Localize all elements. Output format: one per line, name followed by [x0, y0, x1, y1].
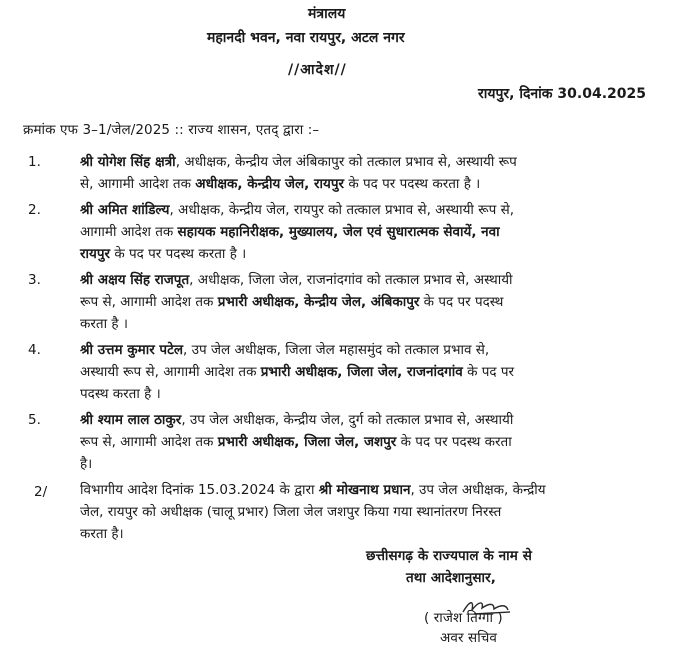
item-number: 3. [28, 272, 41, 288]
item-2-line-1 [80, 200, 514, 218]
item-3-line-2 [80, 292, 503, 310]
item-text: , उप जेल अधीक्षक, केन्द्रीय जेल, दुर्ग को तत्काल प्रभाव से, अस्थायी [181, 412, 514, 428]
ministry-address: महानदी भवन, नवा रायपुर, अटल नगर [207, 30, 405, 46]
item-text: आगामी आदेश तक [80, 224, 178, 240]
item-3-line-3 [80, 314, 128, 332]
item-number: 2. [28, 202, 41, 218]
item-5-line-1 [80, 410, 513, 428]
place-and-date: रायपुर, दिनांक 30.04.2025 [478, 86, 646, 102]
new-post: अधीक्षक, केन्द्रीय जेल, रायपुर [195, 176, 345, 192]
order-authority-line: तथा आदेशानुसार, [406, 570, 496, 586]
item-text: करता है । [80, 316, 128, 332]
item-number: 4. [28, 342, 41, 358]
item-number: 1. [28, 154, 41, 170]
item-text: के पद पर पदस्थ करता है । [344, 176, 481, 192]
officer-name: श्री श्याम लाल ठाकुर [80, 412, 182, 428]
item-text: रूप से, आगामी आदेश तक [80, 434, 218, 450]
item-3-line-1 [80, 270, 513, 288]
signatory-designation: अवर सचिव [440, 630, 498, 646]
para-2-line-3: करता है। [80, 526, 124, 542]
para-text: , उप जेल अधीक्षक, केन्द्रीय [410, 482, 546, 498]
officer-name: श्री अमित शांडिल्य [80, 202, 170, 218]
item-4-line-3 [80, 384, 161, 402]
ministry-heading: मंत्रालय [308, 6, 346, 22]
item-text: रूप से, आगामी आदेश तक [80, 294, 218, 310]
order-reference: क्रमांक एफ 3–1/जेल/2025 :: राज्य शासन, एतद् द्वारा :– [23, 122, 320, 138]
item-4-line-1 [80, 340, 489, 358]
para-2-line-2: जेल, रायपुर को अधीक्षक (चालू प्रभार) जिला जेल जशपुर किया गया स्थानांतरण निरस्त [80, 504, 502, 520]
item-text: , अधीक्षक, केन्द्रीय जेल अंबिकापुर को तत्काल प्रभाव से, अस्थायी रूप [175, 154, 517, 170]
item-text: पदस्थ करता है । [80, 386, 161, 402]
item-2-line-2 [80, 222, 500, 240]
officer-name: श्री मोखनाथ प्रधान [318, 482, 411, 498]
para-text: विभागीय आदेश दिनांक 15.03.2024 के द्वारा [80, 482, 319, 498]
item-2-line-3 [80, 244, 246, 262]
signatory-name: ( राजेश तिग्गा ) [424, 610, 503, 626]
officer-name: श्री अक्षय सिंह राजपूत [80, 272, 190, 288]
item-text: अस्थायी रूप से, आगामी आदेश तक [80, 364, 261, 380]
item-text: के पद पर पदस्थ करता [396, 434, 512, 450]
new-post: प्रभारी अधीक्षक, जिला जेल, जशपुर [217, 434, 397, 450]
item-text: , अधीक्षक, जिला जेल, राजनांदगांव को तत्काल प्रभाव से, अस्थायी [189, 272, 513, 288]
item-text: है। [80, 456, 93, 472]
para-2-line-1 [80, 480, 546, 498]
officer-name: श्री योगेश सिंह क्षत्री [80, 154, 176, 170]
new-post: प्रभारी अधीक्षक, केन्द्रीय जेल, अंबिकापुर [217, 294, 420, 310]
governor-order-line: छत्तीसगढ़ के राज्यपाल के नाम से [366, 548, 532, 564]
item-text: के पद पर पदस्थ करता है । [110, 246, 247, 262]
item-5-line-3 [80, 454, 92, 472]
item-text: के पद पर पदस्थ [419, 294, 504, 310]
item-text: से, आगामी आदेश तक [80, 176, 196, 192]
item-4-line-2 [80, 362, 514, 380]
item-number: 5. [28, 412, 41, 428]
item-text: , अधीक्षक, केन्द्रीय जेल, रायपुर को तत्काल प्रभाव से, अस्थायी रूप से, [169, 202, 515, 218]
item-1-line-1 [80, 152, 517, 170]
order-title: //आदेश// [288, 62, 347, 78]
paragraph-number: 2/ [34, 484, 48, 500]
officer-name: श्री उत्तम कुमार पटेल [80, 342, 184, 358]
new-post: रायपुर [80, 246, 111, 262]
new-post: सहायक महानिरीक्षक, मुख्यालय, जेल एवं सुधारात्मक सेवायें, नवा [177, 224, 500, 240]
item-1-line-2 [80, 174, 480, 192]
new-post: प्रभारी अधीक्षक, जिला जेल, राजनांदगांव [260, 364, 463, 380]
item-text: के पद पर [462, 364, 515, 380]
item-5-line-2 [80, 432, 512, 450]
item-text: , उप जेल अधीक्षक, जिला जेल महासमुंद को तत्काल प्रभाव से, [183, 342, 490, 358]
